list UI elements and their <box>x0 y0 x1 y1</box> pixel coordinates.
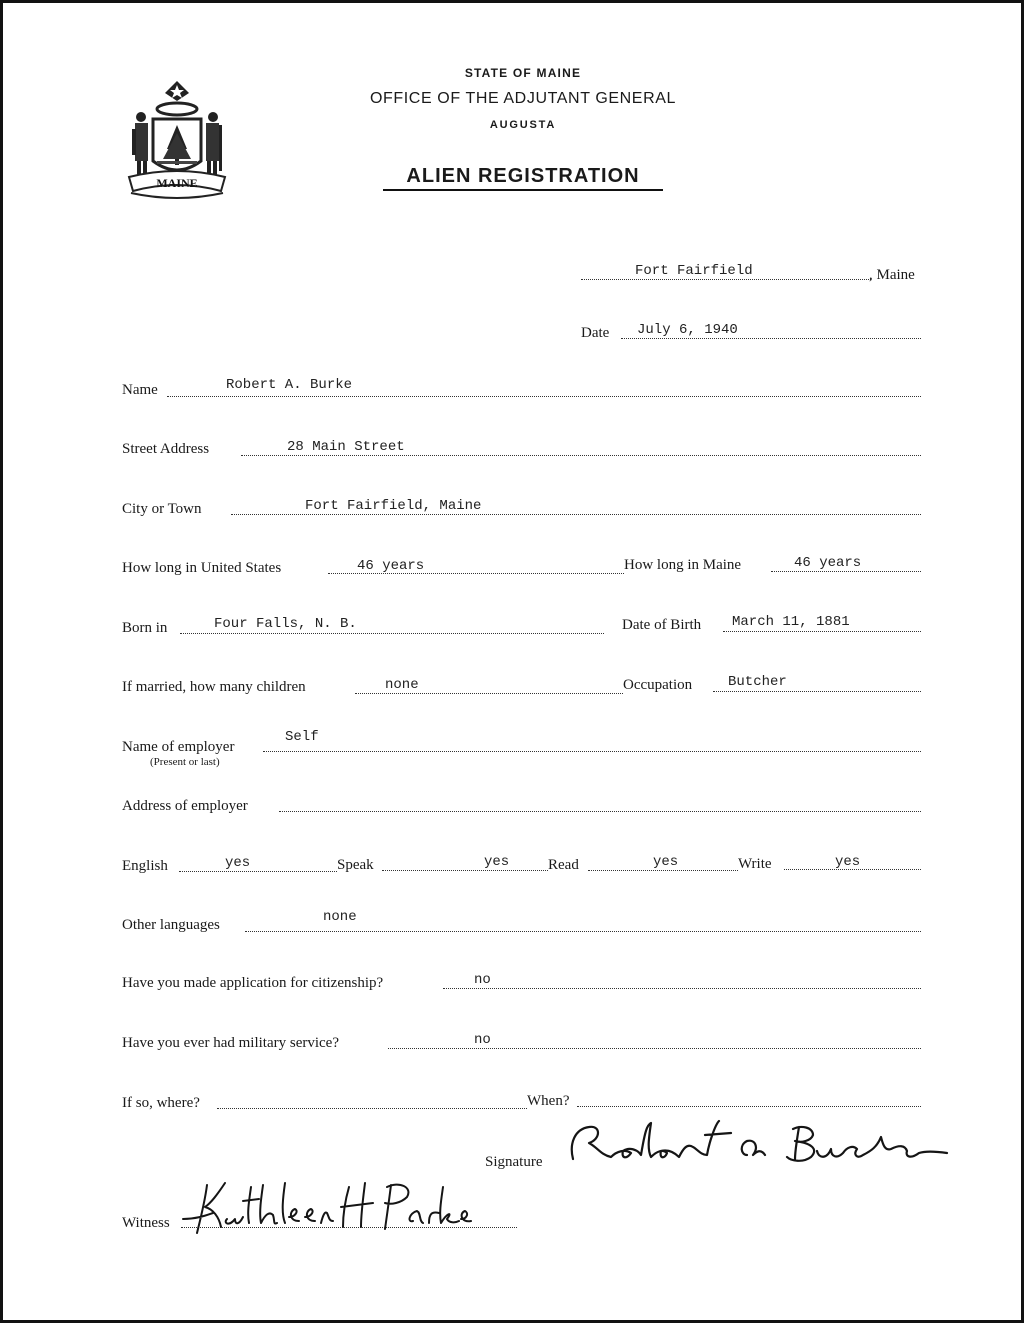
office-heading: OFFICE OF THE ADJUTANT GENERAL <box>369 90 677 107</box>
born-value: Four Falls, N. B. <box>214 616 357 632</box>
citizenship-value: no <box>474 972 491 988</box>
date-label: Date <box>581 325 610 341</box>
speak-label: Speak <box>337 857 374 873</box>
date-value: July 6, 1940 <box>637 322 738 338</box>
date-line <box>621 338 921 339</box>
city-heading: AUGUSTA <box>489 119 557 131</box>
dob-line <box>723 631 921 632</box>
write-value: yes <box>835 854 861 870</box>
born-label: Born in <box>122 620 168 636</box>
years-maine-line <box>771 571 921 572</box>
name-line <box>167 396 921 397</box>
english-value: yes <box>225 855 251 871</box>
city-label: City or Town <box>122 501 202 517</box>
english-label: English <box>122 858 168 874</box>
speak-line <box>382 870 548 871</box>
employer-address-line <box>279 811 921 812</box>
military-value: no <box>474 1032 491 1048</box>
state-heading: STATE OF MAINE <box>464 66 582 80</box>
occupation-label: Occupation <box>623 677 693 693</box>
born-line <box>180 633 604 634</box>
employer-address-label: Address of employer <box>122 798 248 814</box>
children-line <box>355 693 623 694</box>
street-value: 28 Main Street <box>287 439 405 455</box>
other-languages-value: none <box>323 909 357 925</box>
name-value: Robert A. Burke <box>226 377 353 393</box>
employer-line <box>263 751 921 752</box>
when-line <box>577 1106 921 1107</box>
seal-banner-text: MAINE <box>156 176 198 190</box>
citizenship-label: Have you made application for citizenship? <box>122 975 384 991</box>
read-value: yes <box>653 854 679 870</box>
name-label: Name <box>122 382 158 398</box>
signature-label: Signature <box>485 1154 543 1170</box>
occupation-line <box>713 691 921 692</box>
applicant-signature <box>555 1115 965 1175</box>
read-label: Read <box>548 857 579 873</box>
form-title: ALIEN REGISTRATION <box>383 165 663 191</box>
english-line <box>179 871 337 872</box>
place-value: Fort Fairfield <box>635 263 753 279</box>
years-us-label: How long in United States <box>122 560 282 576</box>
citizenship-line <box>443 988 921 989</box>
other-languages-label: Other languages <box>122 917 220 933</box>
children-value: none <box>385 677 419 693</box>
street-line <box>241 455 921 456</box>
read-line <box>588 870 738 871</box>
dob-value: March 11, 1881 <box>732 614 850 630</box>
years-us-value: 46 years <box>357 558 425 574</box>
write-label: Write <box>738 856 772 872</box>
dob-label: Date of Birth <box>622 617 702 633</box>
speak-value: yes <box>484 854 510 870</box>
city-line <box>231 514 921 515</box>
witness-signature <box>177 1173 477 1243</box>
where-line <box>217 1108 527 1109</box>
place-suffix: , Maine <box>869 267 915 283</box>
street-label: Street Address <box>122 441 210 457</box>
where-label: If so, where? <box>122 1095 200 1111</box>
employer-label: Name of employer <box>122 739 235 755</box>
years-maine-label: How long in Maine <box>624 557 742 573</box>
years-maine-value: 46 years <box>794 555 862 571</box>
military-line <box>388 1048 921 1049</box>
place-line <box>581 279 871 280</box>
children-label: If married, how many children <box>122 679 306 695</box>
occupation-value: Butcher <box>728 674 787 690</box>
military-label: Have you ever had military service? <box>122 1035 339 1051</box>
other-languages-line <box>245 931 921 932</box>
when-label: When? <box>527 1093 570 1109</box>
city-value: Fort Fairfield, Maine <box>305 498 482 514</box>
witness-label: Witness <box>122 1215 170 1231</box>
employer-value: Self <box>285 729 319 745</box>
employer-sublabel: (Present or last) <box>150 756 220 768</box>
